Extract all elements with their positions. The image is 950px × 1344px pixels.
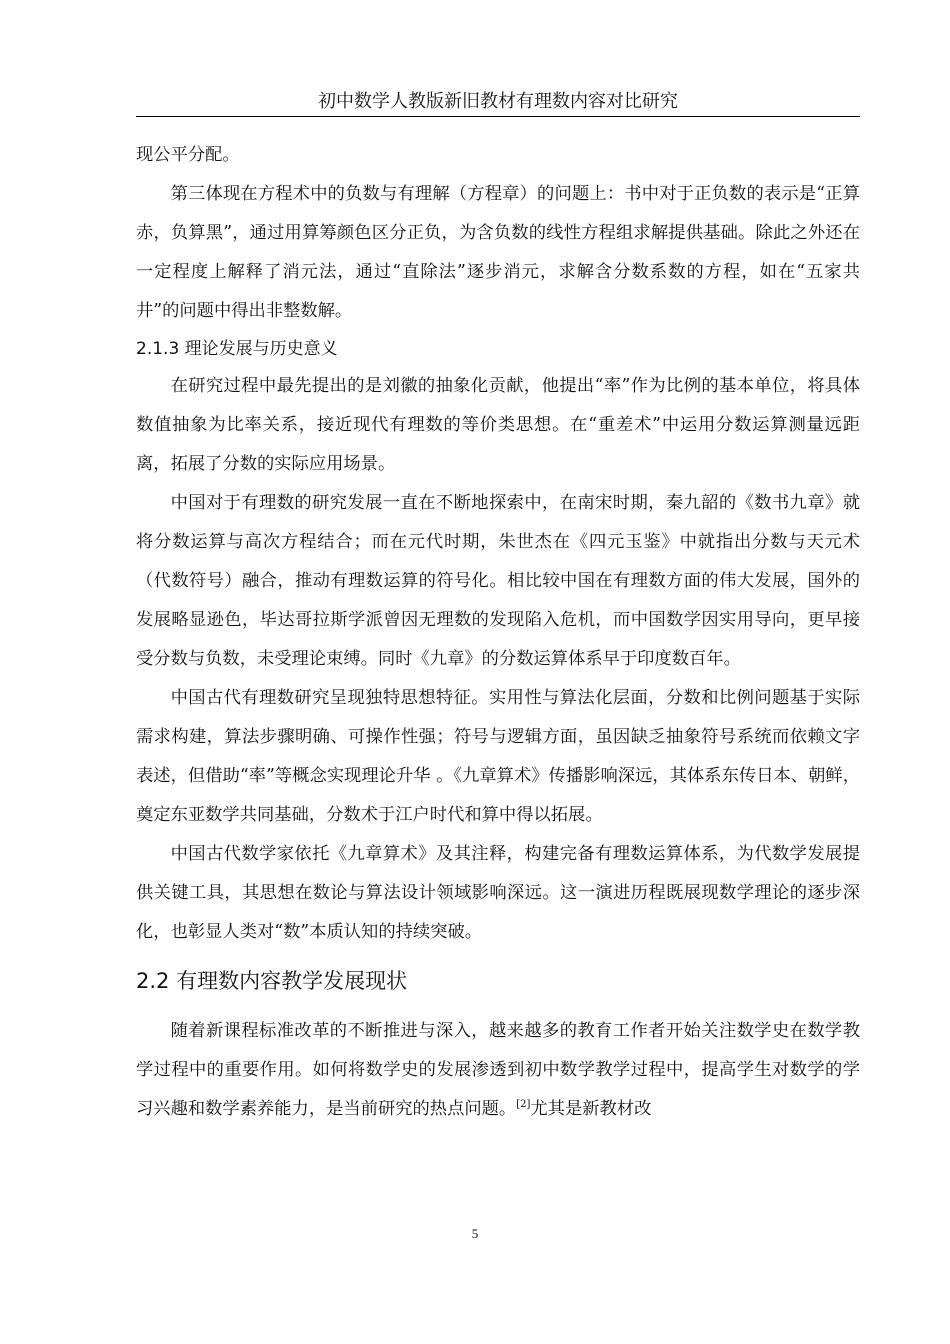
paragraph-text-continued: 尤其是新教材改 [530, 1099, 652, 1119]
paragraph-text: 随着新课程标准改革的不断推进与深入，越来越多的教育工作者开始关注数学史在数学教学过程中的重要作用。如何将数学史的发展渗透到初中数学教学过程中，提高学生对数学的学习兴趣和数学素养能力，是当前研究的热点问题。 [136, 1021, 860, 1119]
citation-mark: [2] [516, 1099, 531, 1110]
paragraph-features: 中国古代有理数研究呈现独特思想特征。实用性与算法化层面，分数和比例问题基于实际需求构建，算法步骤明确、可操作性强；符号与逻辑方面，虽因缺乏抽象符号系统而依赖文字表述，但借助“率”等概念实现理论升华 。《九章算术》传播影响深远，其体系东传日本、朝鲜，奠定东亚数学共同基础，分数术于江户时代和算中得以拓展。 [136, 688, 860, 825]
page-body [136, 136, 860, 1129]
paragraph-liu-hui: 在研究过程中最先提出的是刘徽的抽象化贡献，他提出“率”作为比例的基本单位，将具体数值抽象为比率关系，接近现代有理数的等价类思想。在“重差术”中运用分数运算测量远距离，拓展了分数的实际应用场景。 [136, 376, 860, 474]
paragraph-development: 中国对于有理数的研究发展一直在不断地探索中，在南宋时期，秦九韶的《数书九章》就将分数运算与高次方程结合；而在元代时期，朱世杰在《四元玉鉴》中就指出分数与天元术（代数符号）融合，推动有理数运算的符号化。相比较中国在有理数方面的伟大发展，国外的发展略显逊色，毕达哥拉斯学派曾因无理数的发现陷入危机，而中国数学因实用导向，更早接受分数与负数，未受理论束缚。同时《九章》的分数运算体系早于印度数百年。 [136, 493, 860, 669]
paragraph-teaching-status [136, 1012, 860, 1129]
subsection-heading: 2.1.3 理论发展与历史意义 [136, 339, 338, 359]
paragraph-continuation: 现公平分配。 [136, 145, 240, 165]
header-title: 初中数学人教版新旧教材有理数内容对比研究 [318, 91, 678, 112]
section-heading: 2.2 有理数内容教学发展现状 [136, 969, 408, 993]
page-header [136, 90, 860, 117]
paragraph-significance: 中国古代数学家依托《九章算术》及其注释，构建完备有理数运算体系，为代数学发展提供关键工具，其思想在数论与算法设计领域影响深远。这一演进历程既展现数学理论的逐步深化，也彰显人类对“数”本质认知的持续突破。 [136, 844, 860, 942]
paragraph-equation-method: 第三体现在方程术中的负数与有理解（方程章）的问题上：书中对于正负数的表示是“正算赤，负算黑”，通过用算筹颜色区分正负，为含负数的线性方程组求解提供基础。除此之外还在一定程度上解释了消元法，通过“直除法”逐步消元，求解含分数系数的方程，如在“五家共井”的问题中得出非整数解。 [136, 184, 860, 321]
page-number: 5 [471, 1226, 479, 1241]
